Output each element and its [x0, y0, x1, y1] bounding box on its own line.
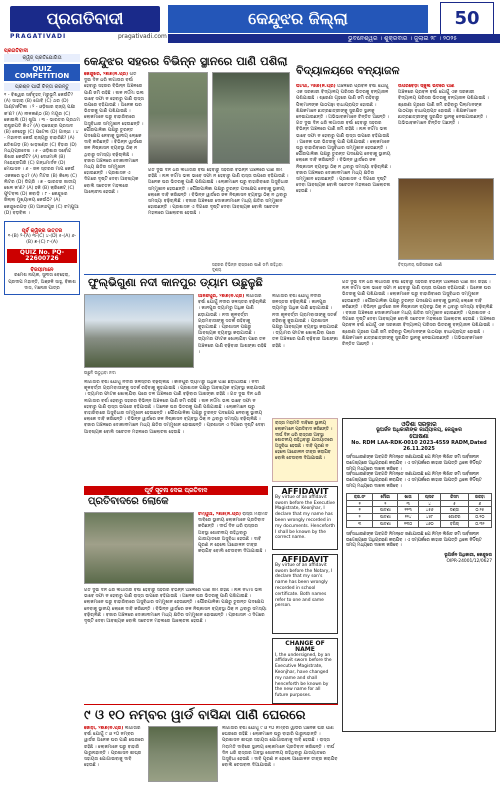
government-notice: [342, 418, 496, 732]
notice-body-3: ସର୍ବସାଧାରଣଙ୍କ ଅବଗତି ନିମନ୍ତେ ଜଣାଯାଉଛି ଯେ ନିମ୍ନ ଲିଖିତ ଜମି ସାର୍ବଜନୀନ ଉଦ୍ଦେଶ୍ୟରେ ଅଧିଗ୍ରହଣ କରାଯିବ । ଏ ସମ୍ପର୍କରେ କାହାର ଆପତ୍ତି ଥିଲେ ନିର୍ଦ୍ଦିଷ୍ଟ ସମୟ ମଧ୍ୟରେ ଦାଖଲ କରିବେ ।: [346, 531, 482, 549]
story3-text: [198, 294, 268, 378]
story5-body-3: ରାସ୍ତା ମରାମତି ଦାବିରେ ସ୍ଥାନୀୟ ଲୋକମାନେ ପ୍ରତିବାଦ କରିଛନ୍ତି । ଦୀର୍ଘ ଦିନ ଧରି ରାସ୍ତାର ଅବସ୍ଥା ଶୋଚନୀୟ ରହିଥିବାରୁ ଯାତାୟାତରେ ଅସୁବିଧା ହେଉଛି । ଦାବି ପୂରଣ ନ ହେଲେ ଆନ୍ଦୋଳନ ତୀବ୍ର କରାଯିବ ବୋଲି ଚେତାବନୀ ଦିଆଯାଇଛି ।: [222, 738, 338, 769]
story5-body: ଲଗାତାର ବର୍ଷା ଯୋଗୁଁ ୯ ଓ ୧୦ ନମ୍ବର ୱାର୍ଡର ଅନେକ ଘର ପାଣି ଘେରରେ ରହିଛି । ଲୋକମାନେ ଘରୁ ବାହାରି ପାରୁନାହାନ୍ତି । ପ୍ରଶାସନ ଶୀଘ୍ର ସହାୟତା ଯୋଗାଇବାକୁ ଦାବି ହେଉଛି ।: [84, 726, 144, 769]
winners-label: ବିଜୟୀମାନେ: [30, 267, 54, 274]
info-box: [272, 418, 338, 482]
notice-office: ଭୂଅର୍ଜନ ଅଧିକାରୀଙ୍କ କାର୍ଯ୍ୟାଳୟ, କେନ୍ଦୁଝର: [376, 426, 462, 433]
dateline: ଭୁବନେଶ୍ୱର । ଶୁକ୍ରବାର । ଜୁଲାଇ ୨୮ । ୨୦୨୫: [168, 34, 500, 43]
affidavit-1-body: By virtue of an affidavit sworn before the Executive Magistrate, Keonjhar, I declare that my name has been wrongly recorded in my documents. Henceforth I shall be known by the correct name.: [275, 494, 335, 541]
story2-body: ଅଞ୍ଚଳରେ ପ୍ରବଳ ବର୍ଷା ଯୋଗୁଁ ଏକ ସରକାରୀ ବିଦ୍ୟାଳୟ ପରିସର ଭିତରକୁ ବନ୍ୟାଜଳ ପଶିଯାଇଛି । ଶ୍ରେଣୀ ଗୃହରେ ପାଣି ଜମି ରହିବାରୁ ପିଲାମାନଙ୍କ ପାଠପଢ଼ା ବାଧାପ୍ରାପ୍ତ ହୋଇଛି । ଶିକ୍ଷକମାନେ ଛାତ୍ରଛାତ୍ରୀଙ୍କୁ ସୁରକ୍ଷିତ ସ୍ଥାନକୁ ନେଇଯାଇଛନ୍ତି । ଅଭିଭାବକମାନେ ଚିନ୍ତିତ ଅଛନ୍ତି ।: [296, 84, 389, 121]
table-cell: ୪୬୦: [418, 520, 441, 527]
notice-col-head: କିସମ: [441, 493, 468, 500]
prev-answers: ୧-(B) ୨-(A) ୩-(C) ୪-(D) ୫-(A) ୬-(B) ୭-(C) ୮-(A): [7, 234, 77, 246]
notice-col-head: ମୌଜା: [373, 493, 398, 500]
story4-headline: ପ୍ରତିବାଦରେ ଲୋକେ: [88, 496, 169, 507]
notice-body: ସର୍ବସାଧାରଣଙ୍କ ଅବଗତି ନିମନ୍ତେ ଜଣାଯାଉଛି ଯେ ନିମ୍ନ ଲିଖିତ ଜମି ସାର୍ବଜନୀନ ଉଦ୍ଦେଶ୍ୟରେ ଅଧିଗ୍ରହଣ କରାଯିବ । ଏ ସମ୍ପର୍କରେ କାହାର ଆପତ୍ତି ଥିଲେ ନିର୍ଦ୍ଦିଷ୍ଟ ସମୟ ମଧ୍ୟରେ ଦାଖଲ କରିବେ ।: [346, 454, 482, 472]
table-cell: ୧୨୩: [398, 507, 418, 514]
affidavit-2-title: AFFIDAVIT: [281, 555, 329, 564]
story1-text-2: [148, 168, 290, 268]
notice-dept: ଓଡ଼ିଶା ସରକାର: [401, 421, 437, 428]
story2-byline: ଘଟଗାଁ, ୨୭ା୭(ନି.ପ୍ର): [296, 84, 336, 89]
story1-photo-b: [212, 72, 290, 164]
table-cell: ୪: [418, 500, 441, 507]
quiz-sidebar: [4, 48, 80, 784]
story1-caption: ସହରର ବିଭିନ୍ନ ରାସ୍ତାରେ ପାଣି ଜମି ରହିଥିବା ଦୃଶ୍ୟ: [212, 262, 283, 273]
story3-headline: ଫୁଲ୍ଭିଗୁଣା ନଦୀ କାନପୁର ଡ୍ୟାମ ଉଛୁଳୁଛି: [88, 276, 263, 289]
affidavit-1-title: AFFIDAVIT: [281, 487, 329, 496]
story2-side: [398, 84, 494, 174]
table-cell: ପାଟଣା: [373, 507, 398, 514]
story3-photo: [84, 294, 194, 368]
divider-1: [84, 274, 496, 275]
table-cell: ବଗିଚା: [441, 520, 468, 527]
story1-body-2: ଗତ ଦୁଇ ଦିନ ଧରି ଲଗାତାର ବର୍ଷା ହେବାରୁ ସହରର ବିଭିନ୍ନ ଅଞ୍ଚଳରେ ପାଣି ଜମି ରହିଛି । ନାଳ ନର୍ଦ୍ଦମା ଭଲ ଭାବେ ସଫା ନ ହେବାରୁ ପାଣି ରାସ୍ତା ଉପରେ ବହିଯାଉଛି । ଅନେକ ଘର ଭିତରକୁ ପାଣି ପଶିଯାଇଛି । ଲୋକମାନେ ଘରୁ ବାହାରିବାରେ ଅସୁବିଧାର ସମ୍ମୁଖୀନ ହେଉଛନ୍ତି । ପୌରପାଳିକା ପକ୍ଷରୁ ତୁରନ୍ତ ପଦକ୍ଷେପ ନେବାକୁ ସ୍ଥାନୀୟ ଲୋକେ ଦାବି କରିଛନ୍ତି । ବିଭିନ୍ନ ୱାର୍ଡରେ ଜଳ ନିଷ୍କାସନ ବ୍ୟବସ୍ଥା ଠିକ୍ ନ ଥିବାରୁ ସମସ୍ୟା ବଢ଼ିଚାଲିଛି । ବଜାର ଅଞ୍ଚଳରେ ଦୋକାନୀମାନେ ମଧ୍ୟ କ୍ଷତିର ସମ୍ମୁଖୀନ ହୋଇଛନ୍ତି । ପ୍ରଶାସନ ଏ ଦିଗରେ ଦୃଷ୍ଟି ଦେବା ଆବଶ୍ୟକ ବୋଲି ସଚେତନ ମହଲରେ ଆଲୋଚନା ହେଉଛି ।: [148, 168, 289, 217]
winners-list: ରମେଶ ନାୟକ, ସୁନୀତା ବେହେରା, ପ୍ରଦୀପ ମହାନ୍ତି, ଅଞ୍ଜଳି ସାହୁ, ବିକାଶ ଦାସ, ମନୋଜ ପାତ୍ର: [8, 273, 76, 291]
story3-caption: ଉଛୁଳି ଉଠୁଥିବା ନଦୀ: [84, 370, 116, 375]
table-cell: ୧: [347, 507, 373, 514]
table-cell: ୧: [347, 500, 373, 507]
story1-text: [84, 72, 144, 272]
table-cell: ୧୩୦: [398, 520, 418, 527]
prev-quiz-box: [4, 221, 80, 295]
table-cell: ୦.୧୦: [468, 514, 491, 521]
table-cell: ୦.୩୨: [468, 520, 491, 527]
affidavit-ad-2: [272, 554, 338, 634]
website-label: pragativadi.com: [118, 33, 167, 40]
story1-body: ଗତ ଦୁଇ ଦିନ ଧରି ଲଗାତାର ବର୍ଷା ହେବାରୁ ସହରର ବିଭିନ୍ନ ଅଞ୍ଚଳରେ ପାଣି ଜମି ରହିଛି । ନାଳ ନର୍ଦ୍ଦମା ଭଲ ଭାବେ ସଫା ନ ହେବାରୁ ପାଣି ରାସ୍ତା ଉପରେ ବହିଯାଉଛି । ଅନେକ ଘର ଭିତରକୁ ପାଣି ପଶିଯାଇଛି । ଲୋକମାନେ ଘରୁ ବାହାରିବାରେ ଅସୁବିଧାର ସମ୍ମୁଖୀନ ହେଉଛନ୍ତି । ପୌରପାଳିକା ପକ୍ଷରୁ ତୁରନ୍ତ ପଦକ୍ଷେପ ନେବାକୁ ସ୍ଥାନୀୟ ଲୋକେ ଦାବି କରିଛନ୍ତି । ବିଭିନ୍ନ ୱାର୍ଡରେ ଜଳ ନିଷ୍କାସନ ବ୍ୟବସ୍ଥା ଠିକ୍ ନ ଥିବାରୁ ସମସ୍ୟା ବଢ଼ିଚାଲିଛି । ବଜାର ଅଞ୍ଚଳରେ ଦୋକାନୀମାନେ ମଧ୍ୟ କ୍ଷତିର ସମ୍ମୁଖୀନ ହୋଇଛନ୍ତି । ପ୍ରଶାସନ ଏ ଦିଗରେ ଦୃଷ୍ଟି ଦେବା ଆବଶ୍ୟକ ବୋଲି ସଚେତନ ମହଲରେ ଆଲୋଚନା ହେଉଛି ।: [84, 72, 144, 195]
story5-text: [84, 726, 144, 784]
middle-column-text: [272, 294, 338, 414]
story1-byline: କେନ୍ଦୁଝର, ୨୭ା୭(ନି.ପ୍ର): [84, 72, 129, 77]
story3-body-3: ଗତ ଦୁଇ ଦିନ ଧରି ଲଗାତାର ବର୍ଷା ହେବାରୁ ସହରର ବିଭିନ୍ନ ଅଞ୍ଚଳରେ ପାଣି ଜମି ରହିଛି । ନାଳ ନର୍ଦ୍ଦମା ଭଲ ଭାବେ ସଫା ନ ହେବାରୁ ପାଣି ରାସ୍ତା ଉପରେ ବହିଯାଉଛି । ଅନେକ ଘର ଭିତରକୁ ପାଣି ପଶିଯାଇଛି । ଲୋକମାନେ ଘରୁ ବାହାରିବାରେ ଅସୁବିଧାର ସମ୍ମୁଖୀନ ହେଉଛନ୍ତି । ପୌରପାଳିକା ପକ୍ଷରୁ ତୁରନ୍ତ ପଦକ୍ଷେପ ନେବାକୁ ସ୍ଥାନୀୟ ଲୋକେ ଦାବି କରିଛନ୍ତି । ବିଭିନ୍ନ ୱାର୍ଡରେ ଜଳ ନିଷ୍କାସନ ବ୍ୟବସ୍ଥା ଠିକ୍ ନ ଥିବାରୁ ସମସ୍ୟା ବଢ଼ିଚାଲିଛି । ବଜାର ଅଞ୍ଚଳରେ ଦୋକାନୀମାନେ ମଧ୍ୟ କ୍ଷତିର ସମ୍ମୁଖୀନ ହୋଇଛନ୍ତି । ପ୍ରଶାସନ ଏ ଦିଗରେ ଦୃଷ୍ଟି ଦେବା ଆବଶ୍ୟକ ବୋଲି ସଚେତନ ମହଲରେ ଆଲୋଚନା ହେଉଛି ।: [84, 392, 266, 435]
quiz-sub: ପ୍ରଶ୍ନ ପାଇଁ ଚିନ୍ତା କରନ୍ତୁ: [4, 83, 80, 91]
story3-text-2: [84, 380, 268, 484]
change-of-name-ad: [272, 638, 338, 704]
notice-col-head: ରକବା: [468, 493, 491, 500]
story3-body: ଲଗାତାର ବର୍ଷା ଯୋଗୁଁ ନଦୀର ଜଳସ୍ତର ବଢ଼ିଚାଲିଛି । କାନପୁର ଡ୍ୟାମରୁ ଅଧିକ ପାଣି ଛଡ଼ାଯାଉଛି । ନଦୀ କୂଳବର୍ତ୍ତୀ ଗ୍ରାମବାସୀଙ୍କୁ ସତର୍କ ରହିବାକୁ କୁହାଯାଇଛି । ପ୍ରଶାସନ ପକ୍ଷରୁ ଆବଶ୍ୟକ ବ୍ୟବସ୍ଥା କରାଯାଉଛି । ଡ୍ୟାମର ଫାଟକ ଖୋଲାଯିବା ପରେ ତଳ ଅଞ୍ଚଳରେ ପାଣି ବଢ଼ିବାର ଆଶଙ୍କା ରହିଛି ।: [198, 294, 267, 355]
story1-photo-a: [148, 72, 208, 164]
quiz-label: କ୍ୱିଜ୍ ପ୍ରତିଯୋଗିତା: [4, 54, 80, 62]
change-of-name-title: CHANGE OF NAME: [285, 640, 325, 653]
story2-headline: ବିଦ୍ୟାଳୟରେ ବନ୍ୟାଜଳ: [296, 64, 400, 77]
notice-signature: ଭୂଅର୍ଜନ ଅଧିକାରୀ, କେନ୍ଦୁଝର: [444, 553, 492, 559]
table-cell: ୬: [468, 500, 491, 507]
notice-col-head: କ୍ର.ନଂ: [347, 493, 373, 500]
table-row: [347, 507, 492, 514]
table-cell: ପାଟଣା: [373, 520, 398, 527]
story2-photo: [398, 178, 494, 260]
table-cell: ୫: [441, 500, 468, 507]
notice-col-head: ଖାତା: [398, 493, 418, 500]
table-row: [347, 520, 492, 527]
newspaper-logo: ପ୍ରଗତିବାଦୀ: [10, 6, 160, 32]
notice-table: [346, 493, 492, 528]
story2-subhead: ଉପରବେଡ଼ା ସ୍କୁଲ ଭିତରେ ପାଣି: [398, 84, 455, 89]
story4-byline: ଚମ୍ପୁଆ, ୨୭ା୭(ନି.ପ୍ର): [198, 512, 241, 517]
table-cell: ୪୫୮: [418, 514, 441, 521]
quiz-title: QUIZ COMPETITION: [4, 64, 80, 80]
story4-banner: ପୂର୍ବ ସୂଚନା ଦେଇ ପ୍ରତିବାଦ: [84, 486, 268, 495]
middle-column-body: ଲଗାତାର ବର୍ଷା ଯୋଗୁଁ ନଦୀର ଜଳସ୍ତର ବଢ଼ିଚାଲିଛି । କାନପୁର ଡ୍ୟାମରୁ ଅଧିକ ପାଣି ଛଡ଼ାଯାଉଛି । ନଦୀ କୂଳବର୍ତ୍ତୀ ଗ୍ରାମବାସୀଙ୍କୁ ସତର୍କ ରହିବାକୁ କୁହାଯାଇଛି । ପ୍ରଶାସନ ପକ୍ଷରୁ ଆବଶ୍ୟକ ବ୍ୟବସ୍ଥା କରାଯାଉଛି । ଡ୍ୟାମର ଫାଟକ ଖୋଲାଯିବା ପରେ ତଳ ଅଞ୍ଚଳରେ ପାଣି ବଢ଼ିବାର ଆଶଙ୍କା ରହିଛି ।: [272, 294, 338, 349]
table-row: [347, 500, 492, 507]
right-column-body: ଗତ ଦୁଇ ଦିନ ଧରି ଲଗାତାର ବର୍ଷା ହେବାରୁ ସହରର ବିଭିନ୍ନ ଅଞ୍ଚଳରେ ପାଣି ଜମି ରହିଛି । ନାଳ ନର୍ଦ୍ଦମା ଭଲ ଭାବେ ସଫା ନ ହେବାରୁ ପାଣି ରାସ୍ତା ଉପରେ ବହିଯାଉଛି । ଅନେକ ଘର ଭିତରକୁ ପାଣି ପଶିଯାଇଛି । ଲୋକମାନେ ଘରୁ ବାହାରିବାରେ ଅସୁବିଧାର ସମ୍ମୁଖୀନ ହେଉଛନ୍ତି । ପୌରପାଳିକା ପକ୍ଷରୁ ତୁରନ୍ତ ପଦକ୍ଷେପ ନେବାକୁ ସ୍ଥାନୀୟ ଲୋକେ ଦାବି କରିଛନ୍ତି । ବିଭିନ୍ନ ୱାର୍ଡରେ ଜଳ ନିଷ୍କାସନ ବ୍ୟବସ୍ଥା ଠିକ୍ ନ ଥିବାରୁ ସମସ୍ୟା ବଢ଼ିଚାଲିଛି । ବଜାର ଅଞ୍ଚଳରେ ଦୋକାନୀମାନେ ମଧ୍ୟ କ୍ଷତିର ସମ୍ମୁଖୀନ ହୋଇଛନ୍ତି । ପ୍ରଶାସନ ଏ ଦିଗରେ ଦୃଷ୍ଟି ଦେବା ଆବଶ୍ୟକ ବୋଲି ସଚେତନ ମହଲରେ ଆଲୋଚନା ହେଉଛି ।: [342, 280, 493, 323]
prev-quiz-label: ପୂର୍ବ କ୍ୱିଜ୍‌ର ଉତ୍ତର: [21, 228, 63, 235]
story4-photo: [84, 512, 194, 584]
masthead: [0, 0, 500, 44]
story1-headline: କେନ୍ଦୁଝର ସହରର ବିଭିନ୍ନ ସ୍ଥାନରେ ପାଣି ପଶିଲା: [84, 54, 288, 68]
quiz-number: QUIZ No. PQ-22600726: [7, 249, 77, 263]
notice-number: No. RDM LAA-RDK-0010 2023-4559 RADM,Dated 26.11.2025: [351, 440, 487, 453]
story5-headline: ୯ ଓ ୧୦ ନମ୍ବର ୱାର୍ଡ ବାସିନ୍ଦା ପାଣି ଘେରରେ: [84, 708, 306, 723]
affidavit-2-body: By virtue of an affidavit sworn before the Notary, I declare that my son's name has been wrongly recorded in school certificate. Both names refer to one and same person.: [275, 562, 333, 609]
divider-2: [84, 704, 338, 705]
story5-photo: [148, 726, 218, 782]
right-column-body-2: ଅଞ୍ଚଳରେ ପ୍ରବଳ ବର୍ଷା ଯୋଗୁଁ ଏକ ସରକାରୀ ବିଦ୍ୟାଳୟ ପରିସର ଭିତରକୁ ବନ୍ୟାଜଳ ପଶିଯାଇଛି । ଶ୍ରେଣୀ ଗୃହରେ ପାଣି ଜମି ରହିବାରୁ ପିଲାମାନଙ୍କ ପାଠପଢ଼ା ବାଧାପ୍ରାପ୍ତ ହୋଇଛି । ଶିକ୍ଷକମାନେ ଛାତ୍ରଛାତ୍ରୀଙ୍କୁ ସୁରକ୍ଷିତ ସ୍ଥାନକୁ ନେଇଯାଇଛନ୍ତି । ଅଭିଭାବକମାନେ ଚିନ୍ତିତ ଅଛନ୍ତି ।: [342, 317, 496, 348]
table-cell: ୨: [373, 500, 398, 507]
table-cell: ପାଟଣା: [373, 514, 398, 521]
district-title: କେନ୍ଦୁଝର ଜିଲ୍ଲା: [168, 5, 428, 33]
logo-subtitle: PRAGATIVADI: [10, 33, 67, 40]
story2-text: [296, 84, 392, 244]
notice-body-2: ସର୍ବସାଧାରଣଙ୍କ ଅବଗତି ନିମନ୍ତେ ଜଣାଯାଉଛି ଯେ ନିମ୍ନ ଲିଖିତ ଜମି ସାର୍ବଜନୀନ ଉଦ୍ଦେଶ୍ୟରେ ଅଧିଗ୍ରହଣ କରାଯିବ । ଏ ସମ୍ପର୍କରେ କାହାର ଆପତ୍ତି ଥିଲେ ନିର୍ଦ୍ଦିଷ୍ଟ ସମୟ ମଧ୍ୟରେ ଦାଖଲ କରିବେ ।: [346, 472, 482, 489]
table-cell: ୩: [398, 500, 418, 507]
anniversary-badge: 50: [440, 2, 494, 36]
story4-body-2: ଗତ ଦୁଇ ଦିନ ଧରି ଲଗାତାର ବର୍ଷା ହେବାରୁ ସହରର ବିଭିନ୍ନ ଅଞ୍ଚଳରେ ପାଣି ଜମି ରହିଛି । ନାଳ ନର୍ଦ୍ଦମା ଭଲ ଭାବେ ସଫା ନ ହେବାରୁ ପାଣି ରାସ୍ତା ଉପରେ ବହିଯାଉଛି । ଅନେକ ଘର ଭିତରକୁ ପାଣି ପଶିଯାଇଛି । ଲୋକମାନେ ଘରୁ ବାହାରିବାରେ ଅସୁବିଧାର ସମ୍ମୁଖୀନ ହେଉଛନ୍ତି । ପୌରପାଳିକା ପକ୍ଷରୁ ତୁରନ୍ତ ପଦକ୍ଷେପ ନେବାକୁ ସ୍ଥାନୀୟ ଲୋକେ ଦାବି କରିଛନ୍ତି । ବିଭିନ୍ନ ୱାର୍ଡରେ ଜଳ ନିଷ୍କାସନ ବ୍ୟବସ୍ଥା ଠିକ୍ ନ ଥିବାରୁ ସମସ୍ୟା ବଢ଼ିଚାଲିଛି । ବଜାର ଅଞ୍ଚଳରେ ଦୋକାନୀମାନେ ମଧ୍ୟ କ୍ଷତିର ସମ୍ମୁଖୀନ ହୋଇଛନ୍ତି । ପ୍ରଶାସନ ଏ ଦିଗରେ ଦୃଷ୍ଟି ଦେବା ଆବଶ୍ୟକ ବୋଲି ସଚେତନ ମହଲରେ ଆଲୋଚନା ହେଉଛି ।: [84, 588, 267, 625]
table-cell: ୪୫୬: [418, 507, 441, 514]
story5-text-2: [222, 726, 338, 784]
info-box-text: ରାସ୍ତା ମରାମତି ଦାବିରେ ସ୍ଥାନୀୟ ଲୋକମାନେ ପ୍ରତିବାଦ କରିଛନ୍ତି । ଦୀର୍ଘ ଦିନ ଧରି ରାସ୍ତାର ଅବସ୍ଥା ଶୋଚନୀୟ ରହିଥିବାରୁ ଯାତାୟାତରେ ଅସୁବିଧା ହେଉଛି । ଦାବି ପୂରଣ ନ ହେଲେ ଆନ୍ଦୋଳନ ତୀବ୍ର କରାଯିବ ବୋଲି ଚେତାବନୀ ଦିଆଯାଇଛି ।: [275, 421, 333, 461]
table-cell: ଗୋଚର: [441, 514, 468, 521]
table-cell: ଦଣ୍ଡା: [441, 507, 468, 514]
table-cell: ୨: [347, 514, 373, 521]
quiz-questions: ୧ - ବିଶ୍ୱର ସର୍ବବୃହତ୍ ମରୁଭୂମି କେଉଁଟି? (A) ସାହାରା (B) ଗୋବି (C) ଥର (D) ଆଣ୍ଟାର୍କଟିକା । ୨ - ଓଡ଼ିଶାର ରାଜ୍ୟ ପକ୍ଷୀ କ'ଣ? (A) ନୀଳକଣ୍ଠ (B) ମୟୂର (C) କୋଇଲି (D) ଶୁଆ । ୩ - ଭାରତର ପ୍ରଥମ ରାଷ୍ଟ୍ରପତି କିଏ? (A) ରାଜେନ୍ଦ୍ର ପ୍ରସାଦ (B) ନେହେରୁ (C) ପଟେଲ (D) ଗାନ୍ଧୀ । ୪ - ମହାନଦୀ କେଉଁ ରାଜ୍ୟରୁ ବାହାରିଛି? (A) ଛତିଶଗଡ଼ (B) ଝାଡ଼ଖଣ୍ଡ (C) ବିହାର (D) ମଧ୍ୟପ୍ରଦେଶ । ୫ - ଓଡ଼ିଶାର ସର୍ବୋଚ୍ଚ ଶିଖର କେଉଁଟି? (A) ଦେଓମାଳି (B) ମହେନ୍ଦ୍ରଗିରି (C) ଗନ୍ଧମାର୍ଦନ (D) ମେଘାସନ । ୬ - ଜଳ ସ୍ତରର ମାପ କେଉଁ ଏକକରେ ହୁଏ? (A) ମିଟର (B) କିଲୋ (C) ଲିଟର (D) ଡିଗ୍ରି । ୭ - ଭାରତର ଜାତୀୟ ଖେଳ କ'ଣ? (A) ହକି (B) କ୍ରିକେଟ୍ (C) ଫୁଟବଲ (D) କବାଡ଼ି । ୮ - କେନ୍ଦୁଝର ଜିଲ୍ଲା ମୁଖ୍ୟାଳୟ କେଉଁଠି? (A) କେନ୍ଦୁଝରଗଡ଼ (B) ଆନନ୍ଦପୁର (C) ଚମ୍ପୁଆ (D) ବଡ଼ବିଲ ।: [4, 93, 80, 216]
notice-ref: OIPR-24001/12/0627: [446, 558, 492, 564]
main-content: [84, 48, 496, 788]
story2-body-more: ଗତ ଦୁଇ ଦିନ ଧରି ଲଗାତାର ବର୍ଷା ହେବାରୁ ସହରର ବିଭିନ୍ନ ଅଞ୍ଚଳରେ ପାଣି ଜମି ରହିଛି । ନାଳ ନର୍ଦ୍ଦମା ଭଲ ଭାବେ ସଫା ନ ହେବାରୁ ପାଣି ରାସ୍ତା ଉପରେ ବହିଯାଉଛି । ଅନେକ ଘର ଭିତରକୁ ପାଣି ପଶିଯାଇଛି । ଲୋକମାନେ ଘରୁ ବାହାରିବାରେ ଅସୁବିଧାର ସମ୍ମୁଖୀନ ହେଉଛନ୍ତି । ପୌରପାଳିକା ପକ୍ଷରୁ ତୁରନ୍ତ ପଦକ୍ଷେପ ନେବାକୁ ସ୍ଥାନୀୟ ଲୋକେ ଦାବି କରିଛନ୍ତି । ବିଭିନ୍ନ ୱାର୍ଡରେ ଜଳ ନିଷ୍କାସନ ବ୍ୟବସ୍ଥା ଠିକ୍ ନ ଥିବାରୁ ସମସ୍ୟା ବଢ଼ିଚାଲିଛି । ବଜାର ଅଞ୍ଚଳରେ ଦୋକାନୀମାନେ ମଧ୍ୟ କ୍ଷତିର ସମ୍ମୁଖୀନ ହୋଇଛନ୍ତି । ପ୍ରଶାସନ ଏ ଦିଗରେ ଦୃଷ୍ଟି ଦେବା ଆବଶ୍ୟକ ବୋଲି ସଚେତନ ମହଲରେ ଆଲୋଚନା ହେଉଛି ।: [296, 121, 392, 195]
table-cell: ୦.୨୫: [468, 507, 491, 514]
notice-col-head: ପ୍ଲଟ: [418, 493, 441, 500]
story3-byline: ଆନନ୍ଦପୁର, ୨୭ା୭(ନି.ପ୍ର): [198, 294, 245, 299]
story2-side-body: ଅଞ୍ଚଳରେ ପ୍ରବଳ ବର୍ଷା ଯୋଗୁଁ ଏକ ସରକାରୀ ବିଦ୍ୟାଳୟ ପରିସର ଭିତରକୁ ବନ୍ୟାଜଳ ପଶିଯାଇଛି । ଶ୍ରେଣୀ ଗୃହରେ ପାଣି ଜମି ରହିବାରୁ ପିଲାମାନଙ୍କ ପାଠପଢ଼ା ବାଧାପ୍ରାପ୍ତ ହୋଇଛି । ଶିକ୍ଷକମାନେ ଛାତ୍ରଛାତ୍ରୀଙ୍କୁ ସୁରକ୍ଷିତ ସ୍ଥାନକୁ ନେଇଯାଇଛନ୍ତି । ଅଭିଭାବକମାନେ ଚିନ୍ତିତ ଅଛନ୍ତି ।: [398, 90, 489, 127]
story3-body-2: ଲଗାତାର ବର୍ଷା ଯୋଗୁଁ ନଦୀର ଜଳସ୍ତର ବଢ଼ିଚାଲିଛି । କାନପୁର ଡ୍ୟାମରୁ ଅଧିକ ପାଣି ଛଡ଼ାଯାଉଛି । ନଦୀ କୂଳବର୍ତ୍ତୀ ଗ୍ରାମବାସୀଙ୍କୁ ସତର୍କ ରହିବାକୁ କୁହାଯାଇଛି । ପ୍ରଶାସନ ପକ୍ଷରୁ ଆବଶ୍ୟକ ବ୍ୟବସ୍ଥା କରାଯାଉଛି । ଡ୍ୟାମର ଫାଟକ ଖୋଲାଯିବା ପରେ ତଳ ଅଞ୍ଚଳରେ ପାଣି ବଢ଼ିବାର ଆଶଙ୍କା ରହିଛି ।: [84, 380, 266, 398]
story5-body-2: ଲଗାତାର ବର୍ଷା ଯୋଗୁଁ ୯ ଓ ୧୦ ନମ୍ବର ୱାର୍ଡର ଅନେକ ଘର ପାଣି ଘେରରେ ରହିଛି । ଲୋକମାନେ ଘରୁ ବାହାରି ପାରୁନାହାନ୍ତି । ପ୍ରଶାସନ ଶୀଘ୍ର ସହାୟତା ଯୋଗାଇବାକୁ ଦାବି ହେଉଛି ।: [222, 726, 334, 744]
story5-byline: ଜୋଡ଼ା, ୨୭ା୭(ନି.ପ୍ର): [84, 726, 124, 731]
table-row: [347, 514, 492, 521]
story4-body: ରାସ୍ତା ମରାମତି ଦାବିରେ ସ୍ଥାନୀୟ ଲୋକମାନେ ପ୍ରତିବାଦ କରିଛନ୍ତି । ଦୀର୍ଘ ଦିନ ଧରି ରାସ୍ତାର ଅବସ୍ଥା ଶୋଚନୀୟ ରହିଥିବାରୁ ଯାତାୟାତରେ ଅସୁବିଧା ହେଉଛି । ଦାବି ପୂରଣ ନ ହେଲେ ଆନ୍ଦୋଳନ ତୀବ୍ର କରାଯିବ ବୋଲି ଚେତାବନୀ ଦିଆଯାଇଛି ।: [198, 512, 268, 555]
story4-text-2: [84, 588, 268, 700]
table-cell: ୩: [347, 520, 373, 527]
change-of-name-body: I, the undersigned, by an affidavit sworn before the Executive Magistrate, Keonjhar, have changed my name and shall henceforth be known by the new name for all future purposes.: [275, 652, 332, 699]
story2-caption: ବିଦ୍ୟାଳୟ ପରିସରରେ ପାଣି: [398, 262, 443, 267]
table-cell: ୧୨୪: [398, 514, 418, 521]
notice-title: ଘୋଷଣା: [409, 432, 429, 440]
affidavit-ad-1: [272, 486, 338, 550]
sidebar-head: ପ୍ରଗତିବାଦୀ: [4, 48, 29, 54]
